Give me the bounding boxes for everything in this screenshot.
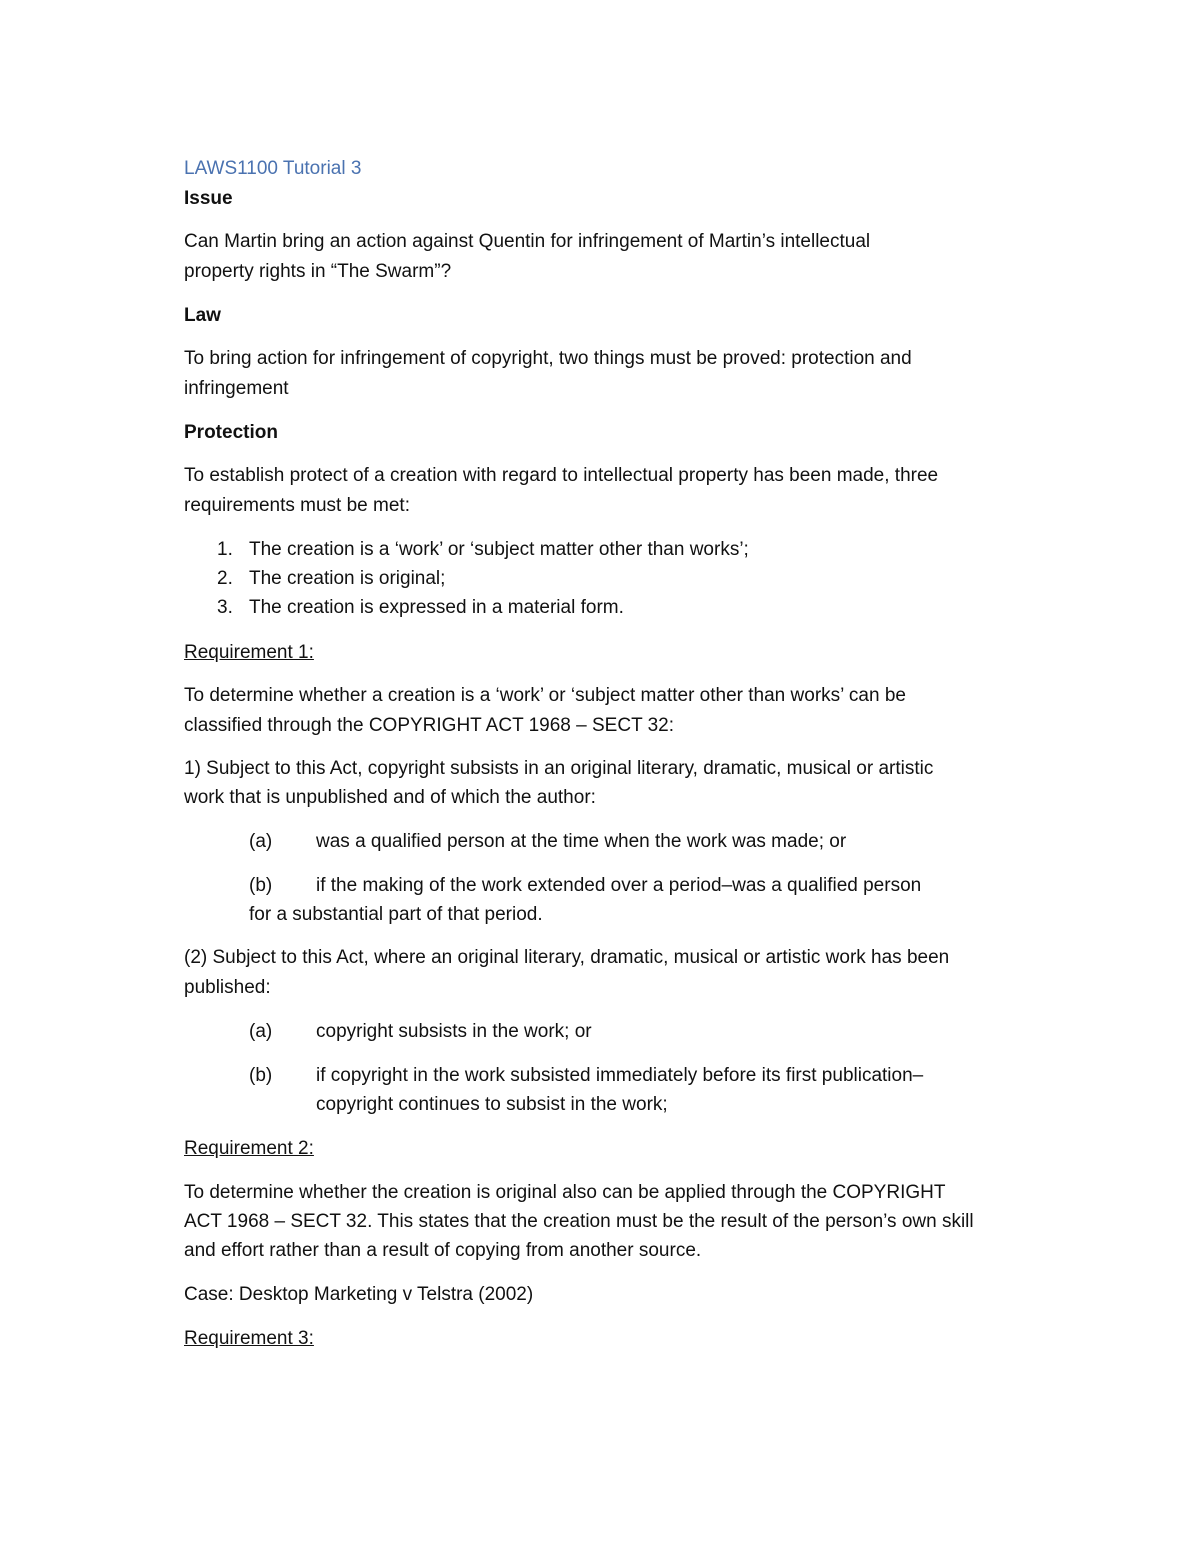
law-text-line-1: To bring action for infringement of copyright, two things must be proved: protection and: [184, 348, 912, 369]
requirement-2-text-line-1: To determine whether the creation is original also can be applied through the COPYRIGHT: [184, 1182, 946, 1203]
document-title: LAWS1100 Tutorial 3: [184, 158, 362, 179]
subsection-text: if the making of the work extended over a period–was a qualified person: [316, 875, 922, 896]
requirement-2-text-line-2: ACT 1968 – SECT 32. This states that the creation must be the result of the person’s own skill: [184, 1211, 974, 1232]
list-item-text: The creation is a ‘work’ or ‘subject matter other than works’;: [249, 539, 749, 560]
protection-text-line-2: requirements must be met:: [184, 495, 410, 516]
requirement-1-heading: Requirement 1:: [184, 642, 314, 663]
list-item-number: 2.: [217, 568, 233, 589]
subsection-label: (a): [249, 831, 273, 852]
subsection-label: (a): [249, 1021, 273, 1042]
issue-text-line-1: Can Martin bring an action against Quentin for infringement of Martin’s intellectual: [184, 231, 871, 252]
section-2-text-line-1: (2) Subject to this Act, where an original literary, dramatic, musical or artistic work has been: [184, 947, 950, 968]
section-1-text-line-2: work that is unpublished and of which the author:: [184, 787, 596, 808]
subsection-text: copyright subsists in the work; or: [316, 1021, 592, 1042]
subsection-text: was a qualified person at the time when the work was made; or: [316, 831, 847, 852]
requirement-1-text-line-1: To determine whether a creation is a ‘work’ or ‘subject matter other than works’ can be: [184, 685, 906, 706]
issue-text-line-2: property rights in “The Swarm”?: [184, 261, 452, 282]
subsection-label: (b): [249, 1065, 273, 1086]
protection-text-line-1: To establish protect of a creation with regard to intellectual property has been made, three: [184, 465, 939, 486]
requirement-1-text-line-2: classified through the COPYRIGHT ACT 1968 – SECT 32:: [184, 715, 675, 736]
requirement-2-heading: Requirement 2:: [184, 1138, 314, 1159]
subsection-continuation: copyright continues to subsist in the work;: [316, 1094, 668, 1115]
subsection-label: (b): [249, 875, 273, 896]
law-text-line-2: infringement: [184, 378, 289, 399]
requirement-2-text-line-3: and effort rather than a result of copying from another source.: [184, 1240, 702, 1261]
section-1-text-line-1: 1) Subject to this Act, copyright subsists in an original literary, dramatic, musical or artistic: [184, 758, 934, 779]
requirement-3-heading: Requirement 3:: [184, 1328, 314, 1349]
list-item-text: The creation is original;: [249, 568, 446, 589]
subsection-continuation: for a substantial part of that period.: [249, 904, 543, 925]
list-item-number: 3.: [217, 597, 233, 618]
law-heading: Law: [184, 305, 221, 326]
case-citation: Case: Desktop Marketing v Telstra (2002): [184, 1284, 534, 1305]
list-item-text: The creation is expressed in a material form.: [249, 597, 624, 618]
list-item-number: 1.: [217, 539, 233, 560]
section-2-text-line-2: published:: [184, 977, 271, 998]
issue-heading: Issue: [184, 188, 233, 209]
protection-heading: Protection: [184, 422, 278, 443]
subsection-text: if copyright in the work subsisted immediately before its first publication–: [316, 1065, 924, 1086]
